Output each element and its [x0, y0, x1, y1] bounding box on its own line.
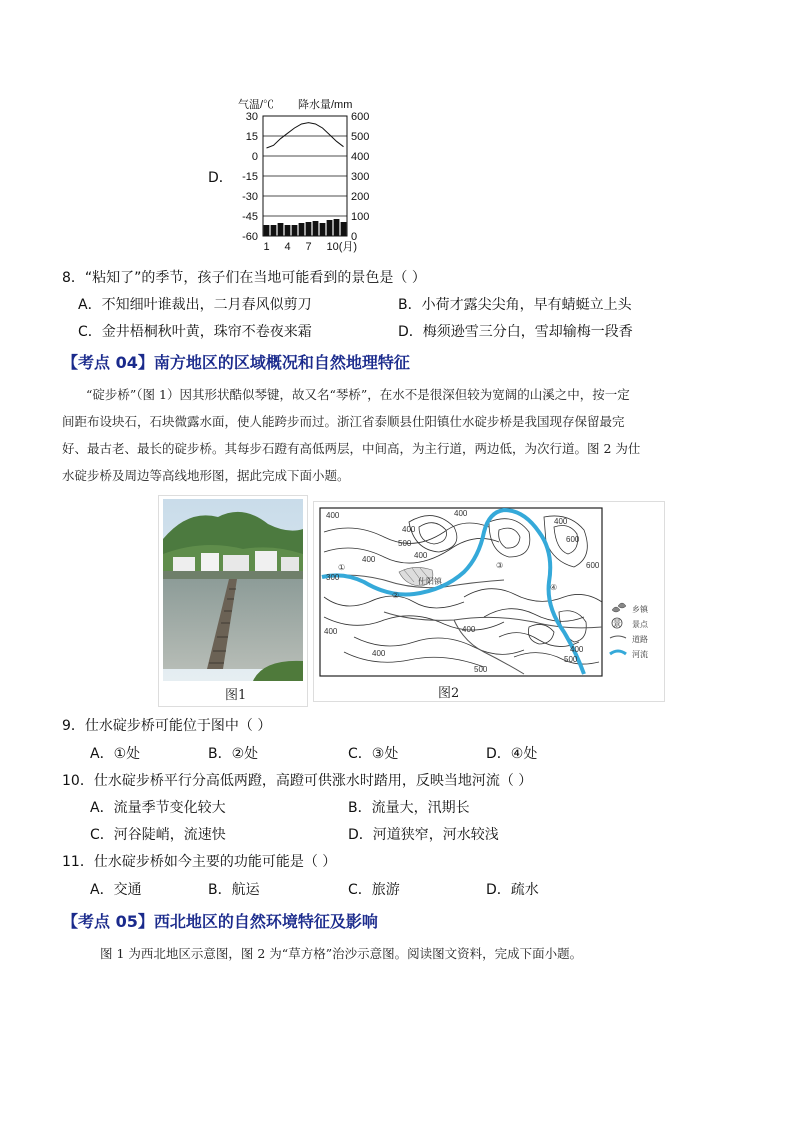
left-tick-label: -60	[242, 231, 258, 243]
precipitation-bars	[264, 219, 347, 236]
left-axis-title: 气温/℃	[238, 99, 275, 111]
precipitation-bar	[278, 223, 284, 236]
q9-option-a[interactable]: A．①处	[90, 746, 141, 762]
contour-map	[314, 502, 664, 684]
x-axis-ticks	[264, 240, 358, 253]
town-legend-icon	[612, 603, 626, 612]
precipitation-bar	[313, 221, 319, 236]
site-4-label: ④	[550, 583, 558, 592]
q8-option-a[interactable]: A．不知细叶谁裁出，二月春风似剪刀	[78, 297, 312, 313]
legend-river-label: 河流	[632, 650, 648, 659]
contour-label: 500	[398, 539, 412, 548]
map-border	[320, 508, 602, 676]
precipitation-bar	[341, 222, 347, 236]
legend-scenic-label: 景点	[632, 620, 648, 629]
q9-option-c[interactable]: C．③处	[348, 746, 399, 762]
q9-option-d[interactable]: D．④处	[486, 746, 538, 762]
right-axis-title: 降水量/mm	[298, 99, 353, 111]
left-tick-label: 0	[251, 151, 258, 163]
precipitation-bar	[327, 220, 333, 236]
contour-label: 400	[324, 627, 338, 636]
precipitation-bar	[285, 225, 291, 236]
right-axis-ticks	[351, 111, 369, 243]
map-legend	[610, 603, 649, 659]
q10-option-d[interactable]: D．河道狭窄，河水较浅	[348, 827, 499, 843]
contour-label: 400	[326, 511, 340, 520]
right-tick-label: 200	[351, 191, 370, 203]
option-d-label: D．	[208, 170, 233, 186]
section-05-passage: 图 1 为西北地区示意图，图 2 为“草方格”治沙示意图。阅读图文资料，完成下面小题。	[100, 946, 583, 961]
q8-option-b[interactable]: B．小荷才露尖尖角，早有蜻蜓立上头	[398, 297, 632, 313]
q10-option-b[interactable]: B．流量大，汛期长	[348, 800, 470, 816]
contour-label: 400	[462, 625, 476, 634]
right-tick-label: 600	[351, 111, 370, 123]
q11-option-a[interactable]: A．交通	[90, 882, 142, 898]
site-3-label: ③	[496, 561, 504, 570]
right-tick-label: 400	[351, 151, 370, 163]
q11-option-c[interactable]: C．旅游	[348, 882, 400, 898]
contour-label: 500	[474, 665, 488, 674]
section-05-title: 西北地区的自然环境特征及影响	[153, 912, 378, 931]
contour-label: 600	[586, 561, 600, 570]
q8-stem: 8．“粘知了”的季节，孩子们在当地可能看到的景色是（ ）	[62, 270, 426, 286]
figure-1-caption: 图1	[225, 688, 247, 703]
q8-option-c[interactable]: C．金井梧桐秋叶黄，珠帘不卷夜来霜	[78, 324, 312, 340]
contour-label: 400	[362, 555, 376, 564]
right-tick-label: 0	[351, 231, 358, 243]
river-legend-icon	[610, 651, 626, 654]
x-tick-label: 10(月)	[326, 241, 358, 253]
contour-label: 600	[566, 535, 580, 544]
contour-label: 400	[372, 649, 386, 658]
q10-stem: 10．仕水碇步桥平行分高低两蹬，高蹬可供涨水时踏用，反映当地河流（ ）	[62, 773, 533, 789]
precipitation-bar	[271, 225, 277, 236]
contour-label: 400	[414, 551, 428, 560]
site-1-label: ①	[338, 563, 346, 572]
svg-text:景: 景	[613, 619, 621, 628]
q9-option-b[interactable]: B．②处	[208, 746, 259, 762]
passage-line: 水碇步桥及周边等高线地形图，据此完成下面小题。	[62, 468, 350, 483]
contour-label: 400	[454, 509, 468, 518]
passage-line: “碇步桥”（图 1）因其形状酷似琴键，故又名“琴桥”，在水不是很深但较为宽阔的山溪之中，按一定	[86, 387, 630, 402]
figure-2-frame	[313, 501, 665, 702]
passage-line: 好、最古老、最长的碇步桥。其每步石蹬有高低两层，中间高，为主行道，两边低，为次行道。图 2 为仕	[62, 441, 641, 456]
right-tick-label: 300	[351, 171, 370, 183]
q11-option-d[interactable]: D．疏水	[486, 882, 539, 898]
precipitation-bar	[334, 219, 340, 236]
legend-town-label: 乡镇	[632, 605, 648, 614]
town-label: 仕阳镇	[418, 577, 442, 586]
left-tick-label: 30	[245, 111, 258, 123]
q10-option-c[interactable]: C．河谷陡峭，流速快	[90, 827, 226, 843]
section-04-bracket: 【考点 04】	[62, 353, 154, 372]
precipitation-bar	[299, 223, 305, 236]
q10-option-a[interactable]: A．流量季节变化较大	[90, 800, 226, 816]
x-tick-label: 4	[284, 241, 291, 253]
road-legend-icon	[610, 636, 626, 638]
contour-label: 500	[564, 655, 578, 664]
left-axis-ticks	[242, 111, 258, 243]
right-tick-label: 500	[351, 131, 370, 143]
left-tick-label: -15	[242, 171, 258, 183]
scenic-legend-icon	[612, 618, 622, 628]
q8-option-d[interactable]: D．梅须逊雪三分白，雪却输梅一段香	[398, 324, 633, 340]
contour-label: 300	[326, 573, 340, 582]
precipitation-bar	[264, 225, 270, 236]
left-tick-label: -45	[242, 211, 258, 223]
x-tick-label: 1	[263, 241, 270, 253]
contour-label: 400	[554, 517, 568, 526]
right-tick-label: 100	[351, 211, 370, 223]
bridge-photo	[163, 499, 303, 681]
climate-chart	[230, 94, 370, 260]
contour-label: 400	[402, 525, 416, 534]
precipitation-bar	[306, 222, 312, 236]
x-tick-label: 7	[305, 241, 312, 253]
passage-line: 间距布设块石，石块微露水面，使人能跨步而过。浙江省泰顺县仕阳镇仕水碇步桥是我国现存保留最完	[62, 414, 625, 429]
legend-road-label: 道路	[632, 635, 648, 644]
left-tick-label: 15	[245, 131, 258, 143]
temperature-line	[267, 123, 344, 148]
left-tick-label: -30	[242, 191, 258, 203]
figure-2-caption: 图2	[438, 686, 460, 701]
contour-label: 400	[570, 645, 584, 654]
site-2-label: ②	[392, 591, 400, 600]
section-04-title: 南方地区的区域概况和自然地理特征	[153, 353, 410, 372]
section-05-heading	[62, 909, 378, 932]
section-05-bracket: 【考点 05】	[62, 912, 154, 931]
precipitation-bar	[292, 225, 298, 236]
q11-option-b[interactable]: B．航运	[208, 882, 260, 898]
q11-stem: 11．仕水碇步桥如今主要的功能可能是（ ）	[62, 854, 337, 870]
section-04-passage	[62, 381, 752, 489]
figure-1-frame	[158, 495, 308, 707]
q9-stem: 9．仕水碇步桥可能位于图中（ ）	[62, 718, 272, 734]
chart-grid	[263, 116, 347, 236]
precipitation-bar	[320, 223, 326, 236]
section-04-heading	[62, 350, 410, 373]
